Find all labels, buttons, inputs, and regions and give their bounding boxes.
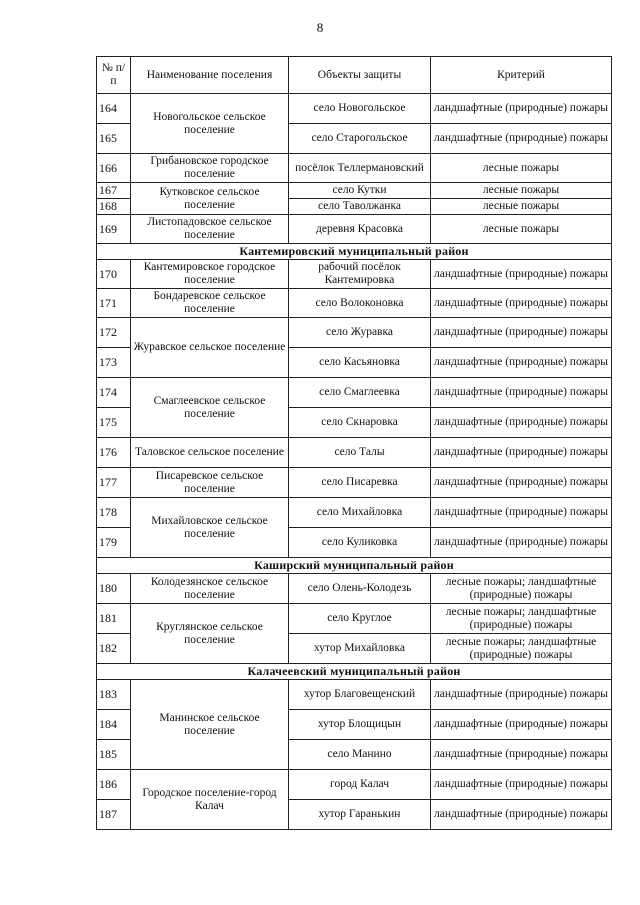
protection-object: село Скнаровка	[289, 408, 431, 438]
settlement-name: Грибановское городское поселение	[131, 154, 289, 183]
district-title: Каширский муниципальный район	[97, 558, 612, 574]
protection-object: село Касьяновка	[289, 348, 431, 378]
protection-object: село Журавка	[289, 318, 431, 348]
settlement-name: Манинское сельское поселение	[131, 680, 289, 770]
settlement-name: Кутковское сельское поселение	[131, 183, 289, 215]
table-row	[97, 378, 612, 408]
criterion: лесные пожары	[431, 215, 612, 244]
row-number: 187	[97, 800, 131, 830]
protection-object: село Кутки	[289, 183, 431, 199]
protection-object: хутор Благовещенский	[289, 680, 431, 710]
settlement-name: Листопадовское сельское поселение	[131, 215, 289, 244]
criterion: ландшафтные (природные) пожары	[431, 710, 612, 740]
criterion: ландшафтные (природные) пожары	[431, 260, 612, 289]
row-number: 167	[97, 183, 131, 199]
protection-object: село Смаглеевка	[289, 378, 431, 408]
criterion: ландшафтные (природные) пожары	[431, 680, 612, 710]
header-settlement: Наименование поселения	[131, 57, 289, 94]
row-number: 180	[97, 574, 131, 604]
protection-object: хутор Михайловка	[289, 634, 431, 664]
row-number: 176	[97, 438, 131, 468]
table-row	[97, 770, 612, 800]
table-row	[97, 183, 612, 199]
table-row	[97, 318, 612, 348]
settlement-name: Круглянское сельское поселение	[131, 604, 289, 664]
table-row	[97, 604, 612, 634]
row-number: 169	[97, 215, 131, 244]
row-number: 183	[97, 680, 131, 710]
protection-object: город Калач	[289, 770, 431, 800]
row-number: 170	[97, 260, 131, 289]
district-row	[97, 244, 612, 260]
criterion: ландшафтные (природные) пожары	[431, 740, 612, 770]
header-num: № п/п	[97, 57, 131, 94]
protection-object: село Волоконовка	[289, 289, 431, 318]
criterion: лесные пожары	[431, 154, 612, 183]
row-number: 185	[97, 740, 131, 770]
table-row	[97, 215, 612, 244]
row-number: 165	[97, 124, 131, 154]
criterion: лесные пожары	[431, 183, 612, 199]
settlement-name: Таловское сельское поселение	[131, 438, 289, 468]
table-row	[97, 94, 612, 124]
table-row	[97, 260, 612, 289]
district-title: Кантемировский муниципальный район	[97, 244, 612, 260]
criterion: ландшафтные (природные) пожары	[431, 770, 612, 800]
criterion: ландшафтные (природные) пожары	[431, 528, 612, 558]
protection-object: село Олень-Колодезь	[289, 574, 431, 604]
settlement-name: Михайловское сельское поселение	[131, 498, 289, 558]
protection-object: деревня Красовка	[289, 215, 431, 244]
table-row	[97, 468, 612, 498]
protection-object: село Манино	[289, 740, 431, 770]
protection-object: село Новогольское	[289, 94, 431, 124]
protection-object: село Круглое	[289, 604, 431, 634]
criterion: ландшафтные (природные) пожары	[431, 498, 612, 528]
protection-object: посёлок Теллермановский	[289, 154, 431, 183]
row-number: 181	[97, 604, 131, 634]
protection-object: село Писаревка	[289, 468, 431, 498]
criterion: ландшафтные (природные) пожары	[431, 800, 612, 830]
protection-object: село Старогольское	[289, 124, 431, 154]
table-row	[97, 289, 612, 318]
row-number: 182	[97, 634, 131, 664]
criterion: ландшафтные (природные) пожары	[431, 348, 612, 378]
table-row	[97, 574, 612, 604]
row-number: 168	[97, 199, 131, 215]
row-number: 173	[97, 348, 131, 378]
row-number: 175	[97, 408, 131, 438]
row-number: 171	[97, 289, 131, 318]
row-number: 177	[97, 468, 131, 498]
row-number: 174	[97, 378, 131, 408]
protection-object: село Таволжанка	[289, 199, 431, 215]
criterion: ландшафтные (природные) пожары	[431, 468, 612, 498]
criterion: ландшафтные (природные) пожары	[431, 124, 612, 154]
row-number: 172	[97, 318, 131, 348]
protection-object: хутор Блощицын	[289, 710, 431, 740]
table-row	[97, 498, 612, 528]
header-criterion: Критерий	[431, 57, 612, 94]
district-row	[97, 664, 612, 680]
row-number: 178	[97, 498, 131, 528]
table-header-row	[97, 57, 612, 94]
header-objects: Объекты защиты	[289, 57, 431, 94]
settlement-name: Смаглеевское сельское поселение	[131, 378, 289, 438]
criterion: лесные пожары	[431, 199, 612, 215]
settlement-name: Писаревское сельское поселение	[131, 468, 289, 498]
row-number: 166	[97, 154, 131, 183]
protection-object: село Талы	[289, 438, 431, 468]
criterion: ландшафтные (природные) пожары	[431, 289, 612, 318]
criterion: ландшафтные (природные) пожары	[431, 408, 612, 438]
settlement-name: Новогольское сельское поселение	[131, 94, 289, 154]
row-number: 164	[97, 94, 131, 124]
row-number: 179	[97, 528, 131, 558]
protection-object: село Михайловка	[289, 498, 431, 528]
protection-object: село Куликовка	[289, 528, 431, 558]
criterion: ландшафтные (природные) пожары	[431, 318, 612, 348]
row-number: 184	[97, 710, 131, 740]
protection-object: рабочий посёлок Кантемировка	[289, 260, 431, 289]
settlement-name: Журавское сельское поселение	[131, 318, 289, 378]
criterion: ландшафтные (природные) пожары	[431, 94, 612, 124]
district-title: Калачеевский муниципальный район	[97, 664, 612, 680]
row-number: 186	[97, 770, 131, 800]
page-number: 8	[316, 20, 324, 35]
criterion: лесные пожары; ландшафтные (природные) пожары	[431, 604, 612, 634]
table-row	[97, 680, 612, 710]
table-row	[97, 438, 612, 468]
criterion: лесные пожары; ландшафтные (природные) пожары	[431, 634, 612, 664]
table-row	[97, 154, 612, 183]
protection-objects-table	[96, 56, 612, 830]
settlement-name: Кантемировское городское поселение	[131, 260, 289, 289]
criterion: ландшафтные (природные) пожары	[431, 378, 612, 408]
criterion: лесные пожары; ландшафтные (природные) пожары	[431, 574, 612, 604]
district-row	[97, 558, 612, 574]
criterion: ландшафтные (природные) пожары	[431, 438, 612, 468]
settlement-name: Колодезянское сельское поселение	[131, 574, 289, 604]
protection-object: хутор Гаранькин	[289, 800, 431, 830]
settlement-name: Бондаревское сельское поселение	[131, 289, 289, 318]
settlement-name: Городское поселение-город Калач	[131, 770, 289, 830]
